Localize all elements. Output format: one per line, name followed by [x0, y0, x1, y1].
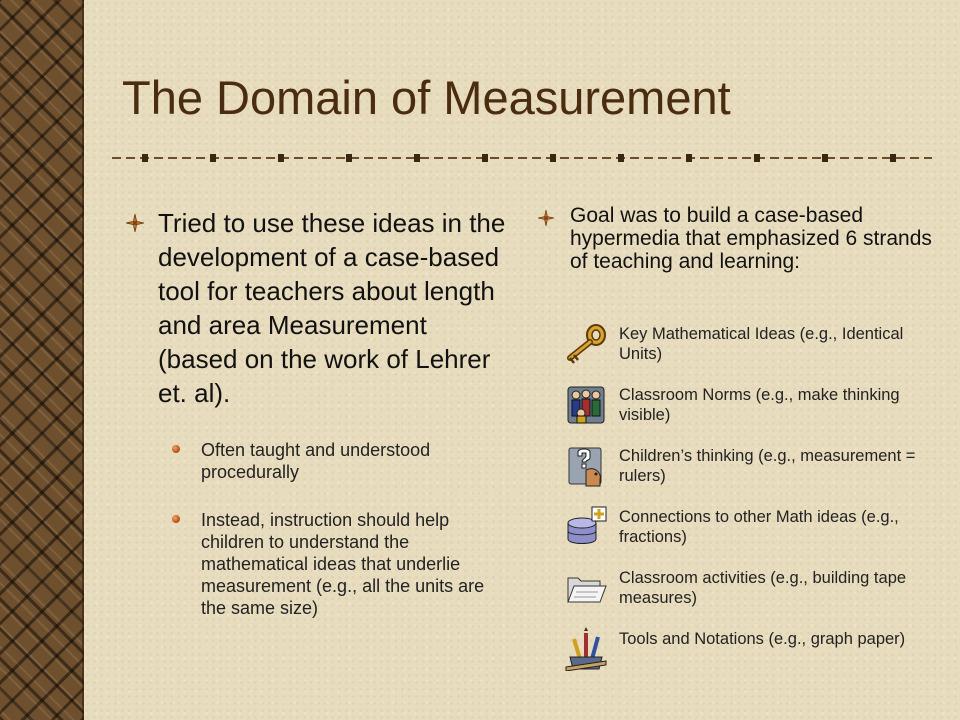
strand-item-connections — [564, 505, 940, 553]
thinking-head-icon — [564, 444, 608, 488]
strand-item-activities — [564, 566, 940, 614]
pencil-cup-icon — [564, 627, 608, 671]
left-column — [126, 206, 506, 619]
star-bullet-icon — [126, 214, 144, 232]
strand-item-label: Connections to other Math ideas (e.g., fractions) — [619, 508, 899, 546]
left-main-bullet-text: Tried to use these ideas in the development of a case-based tool for teachers about length and area Measurement (based on the work of Lehrer et. al). — [158, 208, 506, 408]
strand-item-label: Classroom Norms (e.g., make thinking visible) — [619, 386, 900, 424]
left-sub-bullet-1-text: Often taught and understood procedurally — [201, 440, 431, 482]
right-column — [538, 204, 938, 273]
dot-bullet-icon — [172, 445, 180, 453]
left-sub-bullets — [172, 439, 506, 619]
people-group-icon — [564, 383, 608, 427]
right-main-bullet-text: Goal was to build a case-based hypermedia that emphasized 6 strands of teaching and learning: — [570, 204, 932, 273]
left-sub-bullet-1 — [172, 439, 506, 483]
strand-item-norms — [564, 383, 940, 431]
open-folder-icon — [564, 566, 608, 610]
right-main-bullet — [538, 204, 938, 273]
strand-item-label: Classroom activities (e.g., building tape measures) — [619, 569, 907, 607]
strand-item-tools — [564, 627, 940, 675]
strand-item-label: Children’s thinking (e.g., measurement = rulers) — [619, 447, 916, 485]
strand-item-label: Key Mathematical Ideas (e.g., Identical Units) — [619, 325, 904, 363]
dot-bullet-icon — [172, 515, 180, 523]
strand-item-key-ideas — [564, 322, 940, 370]
left-sub-bullet-2 — [172, 509, 506, 619]
left-main-bullet — [126, 206, 506, 410]
title-divider — [112, 152, 932, 164]
strand-item-childrens-thinking — [564, 444, 940, 492]
slide-title: The Domain of Measurement — [122, 71, 731, 124]
star-bullet-icon — [538, 210, 554, 226]
strand-item-label: Tools and Notations (e.g., graph paper) — [619, 630, 906, 648]
left-decorative-band — [0, 0, 84, 720]
database-plus-icon — [564, 505, 608, 549]
left-sub-bullet-2-text: Instead, instruction should help children to understand the mathematical ideas that underlie measurement (e.g., all the units are the same size) — [201, 510, 485, 618]
key-icon — [564, 322, 608, 366]
